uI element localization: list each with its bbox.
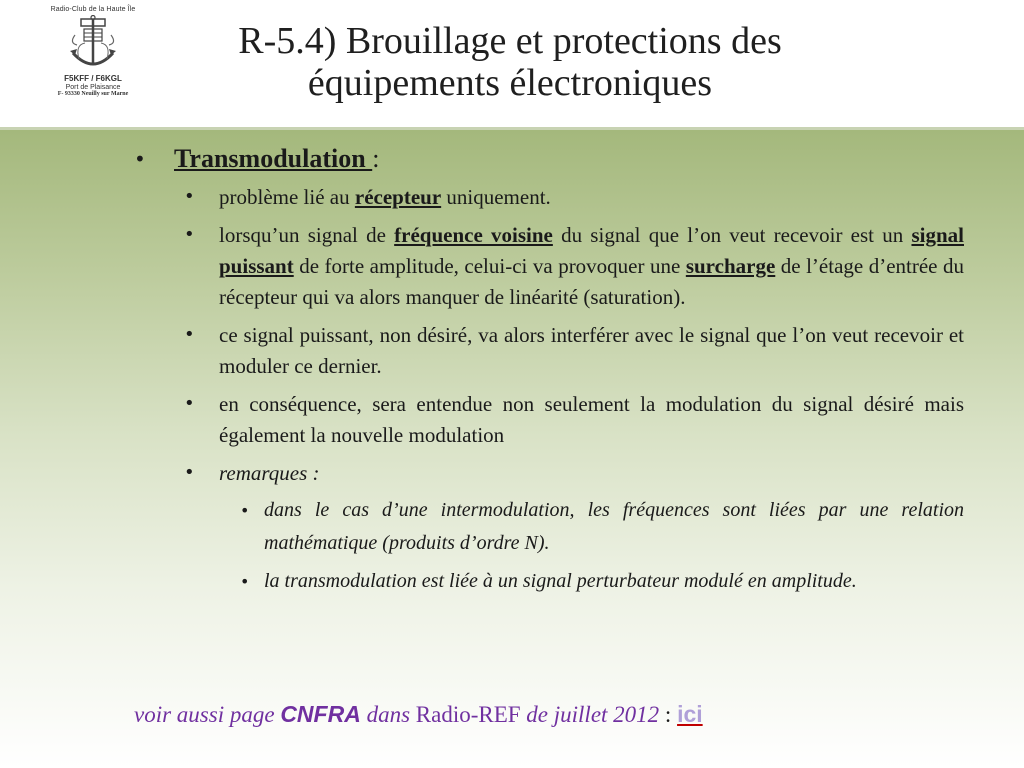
bullet-item-1	[184, 182, 964, 213]
remark-item-2	[240, 565, 964, 598]
bullet-icon: •	[134, 147, 146, 171]
bullet-icon: •	[184, 186, 195, 207]
bullet-icon: •	[184, 224, 195, 245]
section-heading: Transmodulation	[174, 144, 373, 173]
text: ce signal puissant, non désiré, va alors interférer avec le signal que l’on veut recevoir et moduler ce dernier.	[219, 323, 964, 378]
slide-header	[0, 0, 1024, 128]
keyword-recepteur: récepteur	[354, 185, 442, 209]
text: de juillet 2012	[520, 702, 660, 727]
text: problème lié au	[219, 185, 355, 209]
logo-callsigns: F5KFF / F6KGL	[64, 74, 122, 83]
bullet-icon: •	[240, 501, 250, 520]
slide-title	[160, 20, 860, 104]
text: dans	[360, 702, 416, 727]
bullet-icon: •	[184, 324, 195, 345]
text: uniquement.	[441, 185, 551, 209]
text: voir aussi page	[134, 702, 281, 727]
keyword-frequence-voisine: fréquence voisine	[394, 223, 553, 247]
separator: :	[659, 702, 678, 727]
keyword-signal-puissant: signal puissant	[219, 223, 964, 278]
slide-content	[134, 143, 964, 598]
logo-port: Port de Plaisance	[65, 84, 121, 91]
text: la transmodulation est liée à un signal perturbateur modulé en amplitude.	[264, 570, 857, 592]
text: en conséquence, sera entendue non seulement la modulation du signal désiré mais également la nouvelle modulation	[219, 392, 964, 447]
anchor-emblem-icon	[67, 15, 119, 73]
text: de l’étage d’entrée du récepteur qui va alors manquer de linéarité (saturation).	[219, 254, 964, 309]
ici-link[interactable]: ici	[677, 701, 703, 727]
logo-address: F- 93330 Neuilly sur Marne	[57, 91, 129, 97]
bullet-icon: •	[240, 572, 250, 591]
bullet-icon: •	[184, 393, 195, 414]
text: du signal que l’on veut recevoir est un	[552, 223, 912, 247]
remarks-label: remarques :	[219, 461, 320, 485]
bullet-item-3	[184, 320, 964, 382]
title-line-2: équipements électroniques	[307, 62, 713, 104]
keyword-surcharge: surcharge	[685, 254, 776, 278]
club-logo	[40, 6, 146, 121]
section-heading-item	[134, 143, 964, 175]
section-colon: :	[372, 144, 380, 173]
magazine-name: Radio-REF	[415, 702, 521, 727]
see-also-note	[134, 700, 964, 729]
text: de forte amplitude, celui-ci va provoquer une	[293, 254, 686, 278]
bullet-item-4	[184, 389, 964, 451]
remark-item-1	[240, 494, 964, 560]
bullet-icon: •	[184, 462, 195, 483]
cnfra-brand: CNFRA	[280, 701, 361, 727]
bullet-item-2	[184, 220, 964, 313]
text: dans le cas d’une intermodulation, les fréquences sont liées par une relation mathématique (produits d’ordre N).	[264, 499, 964, 554]
logo-club-name: Radio-Club de la Haute Île	[50, 6, 136, 13]
bullet-item-5	[184, 458, 964, 489]
text: lorsqu’un signal de	[219, 223, 395, 247]
title-line-1: R-5.4) Brouillage et protections des	[238, 20, 782, 62]
